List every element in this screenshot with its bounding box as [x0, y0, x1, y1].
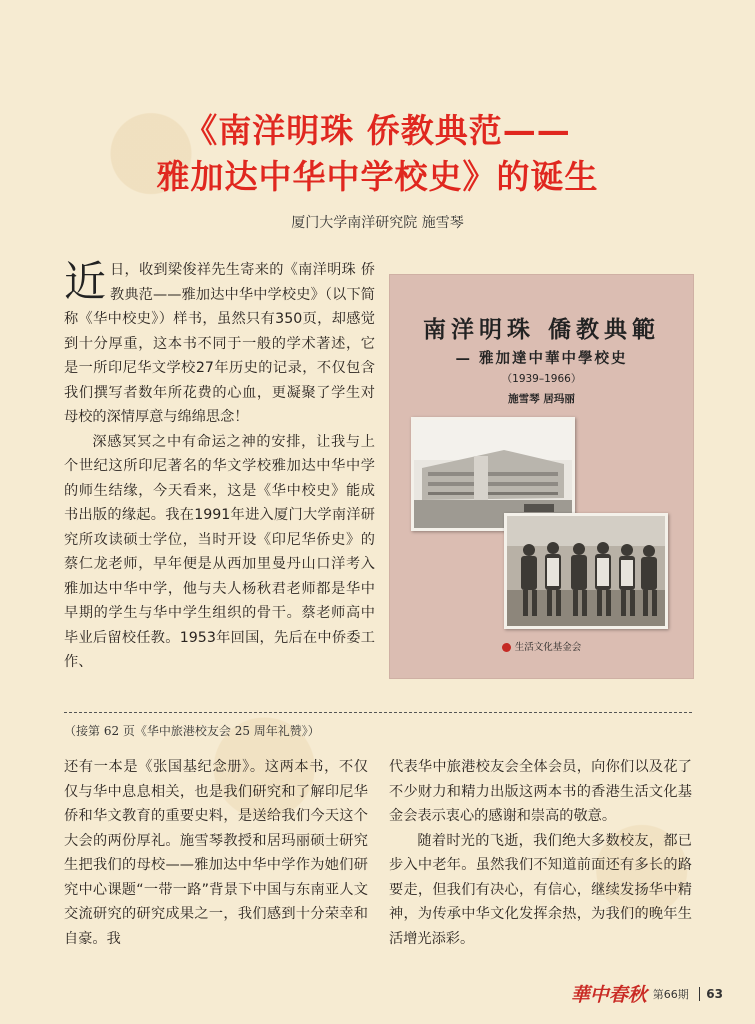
continuation-column-left [64, 755, 368, 951]
paragraph-2: 深感冥冥之中有命运之神的安排，让我与上个世纪这所印尼著名的华文学校雅加达中华中学的师生结缘，今天看来，这是《华中校史》能成书出版的缘起。我在1991年进入厦门大学南洋研究所攻读硕士学位，当时开设《印尼华侨史》的蔡仁龙老师，早年便是从西加里曼丹山口洋考入雅加达中华中学，他与夫人杨秋君老师都是华中早期的学生与华中学生组织的骨干。蔡老师高中毕业后留校任教。1953年回国，先后在中侨委工作、 [64, 433, 375, 670]
publisher-name: 生活文化基金会 [514, 642, 582, 653]
book-cover-publisher [390, 639, 693, 653]
body-column-1 [64, 258, 375, 675]
title-line-2: 雅加达中华中学校史》的诞生 [156, 157, 599, 196]
continuation-right-p1: 代表华中旅港校友会全体会员，向你们以及花了不少财力和精力出版这两本书的香港生活文化基金会表示衷心的感谢和崇高的敬意。 [389, 759, 692, 824]
footer-separator [699, 987, 701, 1001]
continuation-left-text: 还有一本是《张国基纪念册》。这两本书，不仅仅与华中息息相关，也是我们研究和了解印尼华侨和华文教育的重要史料，是送给我们今天这个大会的两份厚礼。施雪琴教授和居玛丽硕士研究生把我们的母校——雅加达中华中学作为她们研究中心课题“一带一路”背景下中国与东南亚人文交流研究的研究成果之一，我们感到十分荣幸和自豪。我 [64, 759, 368, 947]
continuation-note: （接第 62 页《华中旅港校友会 25 周年礼赞》） [64, 724, 320, 738]
continuation-right-p2: 随着时光的飞逝，我们绝大多数校友，都已步入中老年。虽然我们不知道前面还有多长的路要走，但我们有决心，有信心，继续发扬华中精神，为传承中华文化发挥余热，为我们的晚年生活增光添彩。 [389, 832, 692, 947]
book-cover-years: （1939–1966） [501, 373, 582, 385]
continuation-column-right [389, 755, 692, 951]
issue-number: 第66期 [652, 987, 689, 1001]
article-author: 厦门大学南洋研究院 施雪琴 [291, 215, 464, 231]
drop-cap: 近 [64, 257, 107, 306]
magazine-logo: 華中春秋 [570, 984, 647, 1006]
paragraph-1-text: 日，收到梁俊祥先生寄来的《南洋明珠 侨教典范——雅加达中华中学校史》（以下简称《华中校史》）样书，虽然只有350页，却感觉到十分厚重，这本书不同于一般的学术著述，它是一所印尼华文学校27年历史的记录，不仅包含我们撰写者数年所花费的心血，更凝聚了学生对母校的深情厚意与绵绵思念！ [64, 262, 375, 425]
title-line-1: 《南洋明珠 侨教典范—— [184, 111, 571, 150]
book-cover-authors: 施雪琴 居玛丽 [508, 393, 575, 405]
publisher-logo-icon [502, 643, 511, 652]
book-cover-image [389, 274, 694, 679]
book-cover-title: 南洋明珠 僑教典範 [422, 316, 660, 343]
paragraph-1 [64, 258, 375, 430]
section-divider [64, 712, 692, 713]
article-title [0, 108, 755, 200]
book-cover-subtitle: — 雅加達中華中學校史 [455, 350, 628, 367]
page-number: 63 [706, 986, 723, 1001]
page-footer [571, 980, 723, 1007]
group-portrait-photo [504, 513, 668, 629]
